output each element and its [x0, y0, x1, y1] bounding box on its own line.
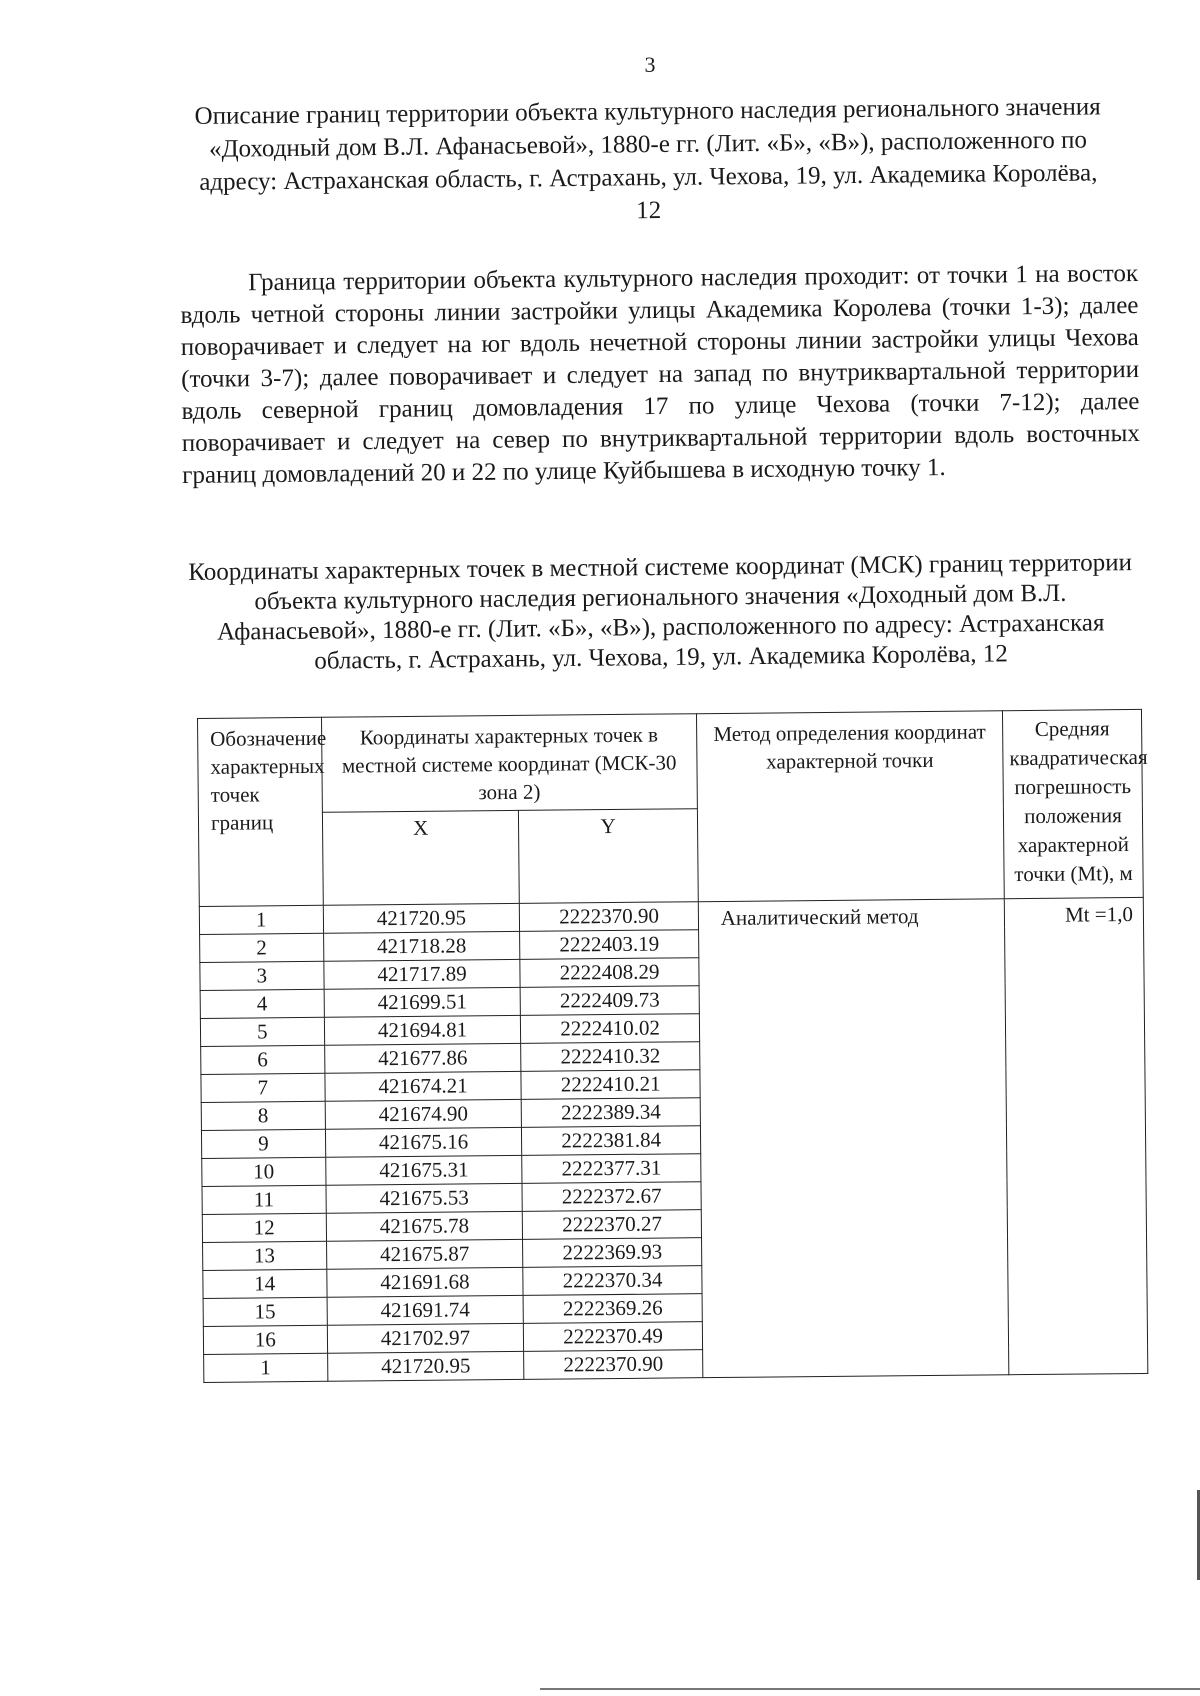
coordinate-x: 421675.87	[326, 1239, 523, 1269]
coordinate-x: 421677.86	[324, 1043, 521, 1073]
coordinate-x: 421675.31	[325, 1155, 522, 1185]
coordinate-y: 2222389.34	[522, 1098, 701, 1128]
point-number: 11	[202, 1185, 326, 1214]
point-number: 4	[200, 989, 324, 1018]
coordinate-x: 421675.78	[326, 1211, 523, 1241]
point-number: 10	[202, 1157, 326, 1186]
point-number: 16	[203, 1325, 327, 1354]
coordinates-table-container	[197, 709, 1148, 1383]
point-number: 8	[201, 1101, 325, 1130]
point-number: 13	[203, 1241, 327, 1270]
coordinate-x: 421702.97	[327, 1323, 524, 1353]
header-method: Метод определения координат характерной точки	[696, 711, 1004, 902]
table-caption: Координаты характерных точек в местной системе координат (МСК) границ территории объекта культурного наследия регионального значения «Доходный дом В.Л. Афанасьевой», 1880-е гг. (Лит. «Б», «В»), расположенного по адресу: Астраханская область, г. Астрахань, ул. Чехова, 19, ул. Академика Королёва, 12	[188, 549, 1133, 675]
point-number: 9	[201, 1129, 325, 1158]
coordinate-x: 421718.28	[323, 931, 520, 961]
coordinate-y: 2222369.93	[523, 1238, 702, 1268]
coordinate-y: 2222370.49	[524, 1322, 703, 1352]
point-number: 15	[203, 1297, 327, 1326]
header-mean-error: Средняя квадратическая погрешность положения характерной точки (Mt), м	[1003, 709, 1144, 898]
point-number: 12	[202, 1213, 326, 1242]
coordinate-y: 2222369.26	[524, 1294, 703, 1324]
coordinate-y: 2222410.02	[521, 1014, 700, 1044]
header-coordinates: Координаты характерных точек в местной системе координат (МСК-30 зона 2)	[321, 714, 697, 813]
coordinate-y: 2222372.67	[522, 1182, 701, 1212]
coordinate-y: 2222410.32	[521, 1042, 700, 1072]
method-value: Аналитический метод	[698, 899, 1009, 1378]
point-number: 14	[203, 1269, 327, 1298]
coordinate-x: 421691.68	[326, 1267, 523, 1297]
point-number: 1	[204, 1353, 328, 1382]
coordinate-y: 2222377.31	[522, 1154, 701, 1184]
coordinate-x: 421691.74	[327, 1295, 524, 1325]
header-point-designation: Обозначение характерных точек границ	[198, 717, 323, 906]
header-y: Y	[519, 809, 698, 904]
coordinate-y: 2222403.19	[520, 930, 699, 960]
point-number: 3	[200, 961, 324, 990]
point-number: 1	[199, 905, 323, 934]
document-heading: Описание границ территории объекта культурного наследия регионального значения «Доходный дом В.Л. Афанасьевой», 1880-е гг. (Лит. «Б», «В»), расположенного по адресу: Астраханская область, г. Астрахань, ул. Чехова, 19, ул. Академика Королёва, 12	[194, 93, 1101, 225]
coordinate-y: 2222370.27	[523, 1210, 702, 1240]
coordinate-x: 421674.90	[325, 1099, 522, 1129]
coordinate-y: 2222370.90	[520, 902, 699, 932]
coordinate-x: 421675.53	[326, 1183, 523, 1213]
coordinate-y: 2222381.84	[522, 1126, 701, 1156]
coordinate-x: 421717.89	[323, 959, 520, 989]
coordinates-table	[197, 709, 1148, 1383]
coordinate-x: 421675.16	[325, 1127, 522, 1157]
point-number: 6	[201, 1045, 325, 1074]
coordinate-x: 421720.95	[323, 903, 520, 933]
point-number: 7	[201, 1073, 325, 1102]
mean-error-value: Mt =1,0	[1004, 897, 1148, 1374]
coordinate-y: 2222370.34	[523, 1266, 702, 1296]
coordinate-x: 421674.21	[325, 1071, 522, 1101]
scan-bottom-rule	[540, 1688, 1200, 1690]
coordinate-x: 421720.95	[327, 1351, 524, 1381]
coordinate-y: 2222370.90	[524, 1350, 703, 1380]
point-number: 5	[200, 1017, 324, 1046]
coordinates-table-body	[199, 897, 1148, 1382]
point-number: 2	[200, 933, 324, 962]
coordinate-y: 2222409.73	[521, 986, 700, 1016]
coordinate-y: 2222410.21	[521, 1070, 700, 1100]
coordinate-x: 421699.51	[324, 987, 521, 1017]
page-number: 3	[644, 52, 656, 77]
coordinate-x: 421694.81	[324, 1015, 521, 1045]
header-x: X	[322, 810, 520, 905]
boundary-description: Граница территории объекта культурного наследия проходит: от точки 1 на восток вдоль четной стороны линии застройки улицы Академика Королева (точки 1-3); далее поворачивает и следует на юг вдоль нечетной стороны линии застройки улицы Чехова (точки 3-7); далее поворачивает и следует на запад по внутриквартальной территории вдоль северной границ домовладения 17 по улице Чехова (точки 7-12); далее поворачивает и следует на север по внутриквартальной территории вдоль восточных границ домовладений 20 и 22 по улице Куйбышева в исходную точку 1.	[180, 259, 1140, 489]
coordinate-y: 2222408.29	[520, 958, 699, 988]
